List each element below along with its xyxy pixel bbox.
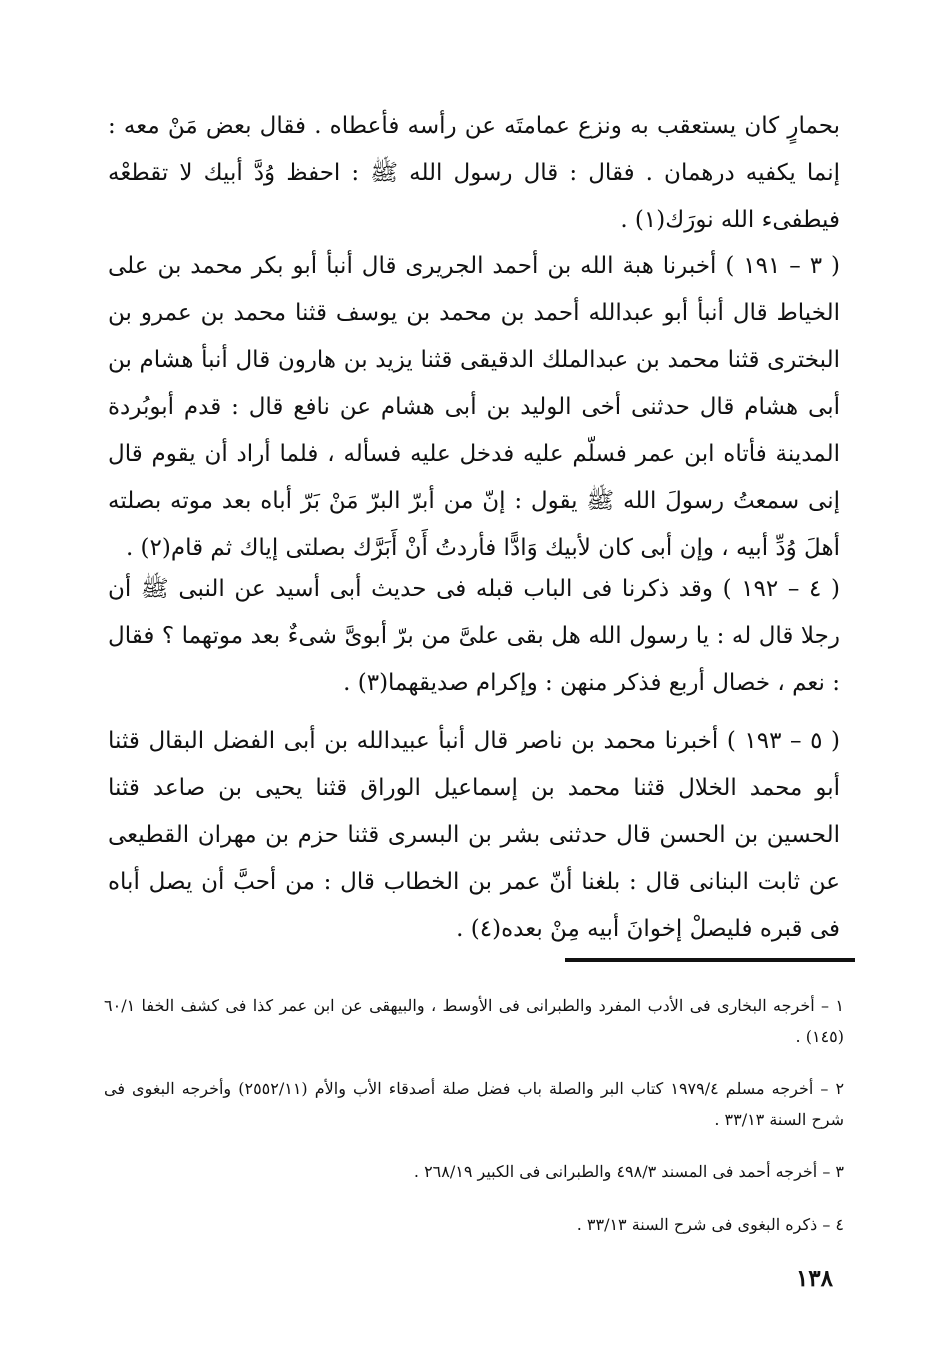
paragraph-hadith-192: ( ٤ – ١٩٢ ) وقد ذكرنا فى الباب قبله فى حديث أبى أسيد عن النبى ﷺ أن رجلا قال له : يا رسول الله هل بقى علىَّ من برّ أبوىَّ شىءٌ بعد موتهما ؟ فقال : نعم ، خصال أربع فذكر منهن : وإكرام صديقهما(٣) .	[108, 576, 840, 696]
main-text-block	[108, 566, 840, 707]
paragraph-hadith-193: ( ٥ – ١٩٣ ) أخبرنا محمد بن ناصر قال أنبأ عبيدالله بن أبى الفضل البقال قثنا أبو محمد الخلال قثنا محمد بن إسماعيل الوراق قثنا يحيى بن صاعد قثنا الحسين بن الحسن قال حدثنى بشر بن البسرى قثنا حزم بن مهران القطيعى عن ثابت البنانى قال : بلغنا أنّ عمر بن الخطاب قال : من أحبَّ أن يصل أباه فى قبره فليصلْ إخوانَ أبيه مِنْ بعده(٤) .	[108, 728, 840, 942]
page-number: ١٣٨	[795, 1265, 833, 1292]
paragraph-hadith-191: ( ٣ – ١٩١ ) أخبرنا هبة الله بن أحمد الجريرى قال أنبأ أبو بكر محمد بن على الخياط قال أنبأ أبو عبدالله أحمد بن محمد بن يوسف قثنا محمد بن عمرو بن البخترى قثنا محمد بن عبدالملك الدقيقى قثنا يزيد بن هارون قال أنبأ هشام بن أبى هشام قال حدثنى أخى الوليد بن أبى هشام عن نافع قال : قدم أبوبُردة المدينة فأتاه ابن عمر فسلّم عليه فدخل عليه فسأله ، فلما أراد أن يقوم قال إنى سمعتُ رسولَ الله ﷺ يقول : إنّ من أبرّ البرّ مَنْ بَرّ أباه بعد موته بصلته أهلَ وُدِّ أبيه ، وإن أبى كان لأبيك وَادًّا فأردتُ أَنْ أَبَرَّك بصلتى إياك ثم قام(٢) .	[108, 253, 840, 561]
footnote-3: ٣ – أخرجه أحمد فى المسند ٤٩٨/٣ والطبرانى فى الكبير ٢٦٨/١٩ .	[413, 1162, 844, 1181]
main-text-block	[108, 103, 840, 244]
main-text-block	[108, 718, 840, 953]
footnote-divider	[565, 958, 855, 962]
footnote-2: ٢ – أخرجه مسلم ١٩٧٩/٤ كتاب البر والصلة باب فضل صلة أصدقاء الأب والأم (٢٥٥٢/١١) وأخرجه البغوى فى شرح السنة ٣٣/١٣ .	[104, 1079, 845, 1129]
paragraph-continuation: بحمارٍ كان يستعقب به ونزع عمامتَه عن رأسه فأعطاه . فقال بعض مَنْ معه : إنما يكفيه درهمان . فقال : قال رسول الله ﷺ : احفظ وُدَّ أبيك لا تقطعْه فيطفىء الله نورَك(١) .	[108, 113, 840, 233]
footnote-4: ٤ – ذكره البغوى فى شرح السنة ٣٣/١٣ .	[576, 1215, 844, 1234]
footnote-1: ١ – أخرجه البخارى فى الأدب المفرد والطبرانى فى الأوسط ، والبيهقى عن ابن عمر كذا فى كشف الخفا ٦٠/١ (١٤٥) .	[104, 996, 844, 1046]
main-text-block	[108, 243, 840, 572]
